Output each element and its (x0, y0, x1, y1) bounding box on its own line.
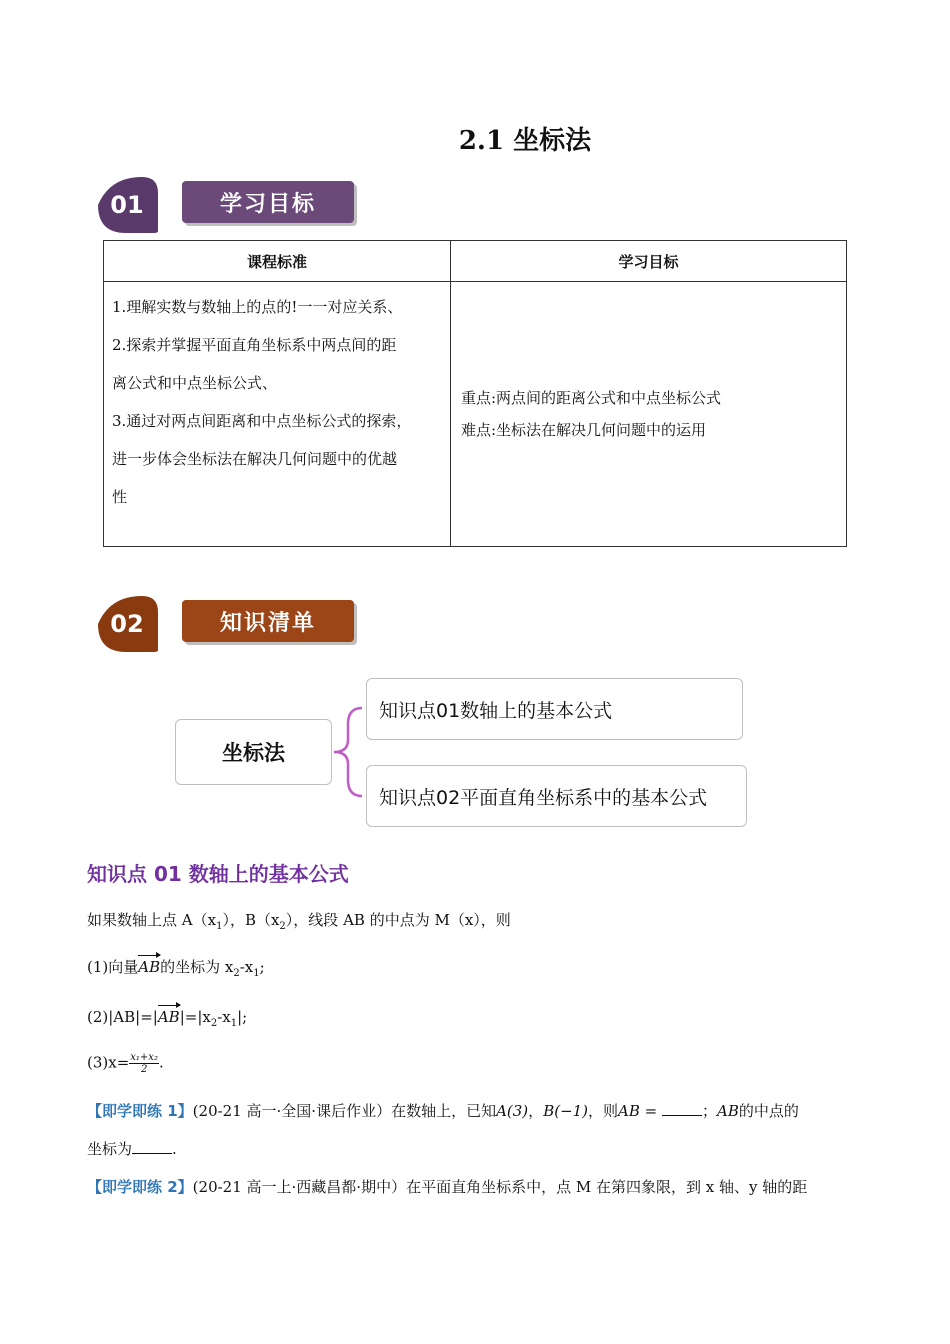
answer-blank[interactable] (662, 1115, 702, 1116)
formula-3: (3)x= $\frac{\text{x₁+x₂}}{2}$ . (87, 1052, 164, 1075)
section-01-number: 01 (110, 191, 144, 219)
mindmap-node-kp01: 知识点01数轴上的基本公式 (366, 678, 743, 740)
section-02-label: 知识清单 (182, 600, 354, 642)
standard-line: 离公式和中点坐标公式、 (112, 374, 278, 392)
midpoint-fraction: $\frac{\text{x₁+x₂}}{2}$ (130, 1052, 158, 1075)
mindmap-root: 坐标法 (175, 719, 332, 785)
mindmap-brace (330, 700, 370, 804)
standard-line: 2.探索并掌握平面直角坐标系中两点间的距 (112, 336, 397, 354)
goal-key-point: 重点:两点间的距离公式和中点坐标公式 (461, 389, 722, 407)
answer-blank[interactable] (132, 1153, 172, 1154)
section-02-number: 02 (110, 610, 144, 638)
page-title: 2.1 坐标法 (458, 126, 592, 156)
section-02-badge (92, 592, 162, 656)
vector-ab: AB (157, 1008, 180, 1026)
standard-line: 3.通过对两点间距离和中点坐标公式的探索， (112, 412, 412, 430)
standard-line: 进一步体会坐标法在解决几何问题中的优越 (112, 450, 398, 468)
kp01-heading: 知识点 01 数轴上的基本公式 (87, 862, 349, 886)
goals-cell (451, 282, 847, 547)
goal-difficult-point: 难点:坐标法在解决几何问题中的运用 (461, 421, 707, 439)
section-01-badge (92, 173, 162, 237)
exercise-2-tag: 【即学即练 2】 (87, 1178, 193, 1196)
exercise-1-tag: 【即学即练 1】 (87, 1102, 193, 1120)
kp01-intro: 如果数轴上点 $A(x_1)$，$B(x_2)$，线段 AB 的中点为 M（x），则 (87, 911, 511, 932)
formula-2: $(2)|AB|=|AB|=|x_2-x_1|$; (87, 1008, 248, 1029)
section-01-label: 学习目标 (182, 181, 354, 223)
formula-1: (1)向量AB的坐标为 $x_2-x_1$; (87, 958, 265, 979)
exercise-1-line2: 坐标为 . (87, 1140, 177, 1158)
vector-ab: AB (138, 958, 161, 976)
standards-cell (104, 282, 451, 547)
table-header-standard: 课程标准 (104, 241, 451, 282)
standard-line: 1.理解实数与数轴上的点的!一一对应关系、 (112, 298, 403, 316)
objectives-table (103, 240, 847, 547)
exercise-2-line1: 【即学即练 2】(20-21 高一上·西藏昌都·期中）在平面直角坐标系中，点 M 在第四象限，到 x 轴、y 轴的距 (87, 1178, 808, 1196)
mindmap-node-kp02: 知识点02平面直角坐标系中的基本公式 (366, 765, 747, 827)
standard-line: 性 (112, 488, 128, 506)
exercise-1-line1: 【即学即练 1】(20-21 高一·全国·课后作业）在数轴上，已知A(3)，B(−1)，则AB = ；AB的中点的 (87, 1102, 799, 1120)
table-header-goal: 学习目标 (451, 241, 847, 282)
